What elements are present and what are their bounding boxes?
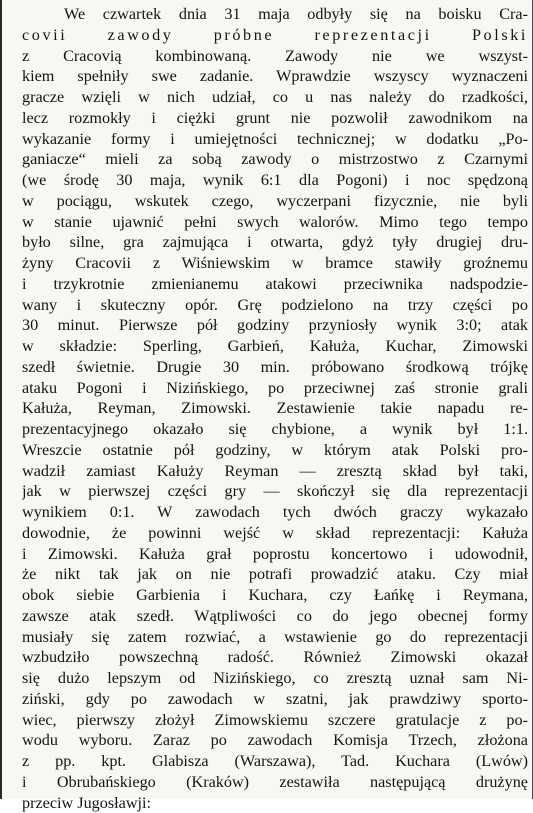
article-line: wadził zamiast Kałuży Reyman — zresztą skład był taki, (22, 461, 528, 482)
article-line: z pp. kpt. Glabisza (Warszawa), Tad. Kuchara (Lwów) (22, 751, 528, 772)
article-line: że nikt tak jak on nie potrafi prowadzić ataku. Czy miał (22, 564, 528, 585)
article-line: zawsze atak szedł. Wątpliwości co do jego obecnej formy (22, 606, 528, 627)
article-line: wodu wyboru. Zaraz po zawodach Komisja Trzech, złożona (22, 730, 528, 751)
article-line: w stanie ujawnić pełni swych walorów. Mimo tego tempo (22, 212, 528, 233)
article-line: w pociągu, wskutek czego, wyczerpani fizycznie, nie byli (22, 191, 528, 212)
article-line: wykazanie formy i umiejętności technicznej; w dodatku „Po- (22, 129, 528, 150)
article-line: ataku Pogoni i Nizińskiego, po przeciwnej zaś stronie grali (22, 378, 528, 399)
article-line: wany i skuteczny opór. Grę podzielono na trzy części po (22, 295, 528, 316)
article-line: lecz rozmokły i ciężki grunt nie pozwolił zawodnikom na (22, 108, 528, 129)
article-line: ganiacze“ mieli za sobą zawody o mistrzostwo z Czarnymi (22, 149, 528, 170)
article-line: wiec, pierwszy złożył Zimowskiemu szczere gratulacje z po- (22, 710, 528, 731)
article-line: wynikiem 0:1. W zawodach tych dwóch graczy wykazało (22, 502, 528, 523)
article-line: 30 minut. Pierwsze pół godziny przyniosły wynik 3:0; atak (22, 315, 528, 336)
article-line: jak w pierwszej części gry — skończył się dla reprezentacji (22, 481, 528, 502)
article-line: covii zawody próbne reprezentacji Polski (22, 25, 528, 46)
article-line: się dużo lepszym od Nizińskiego, co zresztą uznał sam Ni- (22, 668, 528, 689)
article-line: przeciw Jugosławji: (22, 793, 528, 813)
article-column (22, 4, 528, 813)
article-line: prezentacyjnego okazało się chybione, a wynik był 1:1. (22, 419, 528, 440)
article-line: z Cracovią kombinowaną. Zawody nie we wszyst- (22, 46, 528, 67)
article-line: musiały się zatem rozwiać, a wstawienie go do reprezentacji (22, 627, 528, 648)
article-line: dowodnie, że powinni wejść w skład reprezentacji: Kałuża (22, 523, 528, 544)
article-line: w składzie: Sperling, Garbień, Kałuża, Kuchar, Zimowski (22, 336, 528, 357)
article-line: i Zimowski. Kałuża grał poprostu koncertowo i udowodnił, (22, 544, 528, 565)
article-line: żyny Cracovii z Wiśniewskim w bramce stawiły groźnemu (22, 253, 528, 274)
article-line: kiem spełniły swe zadanie. Wprawdzie wszyscy wyznaczeni (22, 66, 528, 87)
article-line: szedł świetnie. Drugie 30 min. próbowano środkową trójkę (22, 357, 528, 378)
article-line: Wreszcie ostatnie pół godziny, w którym atak Polski pro- (22, 440, 528, 461)
article-line: obok siebie Garbienia i Kuchara, czy Łańkę i Reymana, (22, 585, 528, 606)
article-line: i trzykrotnie zmienianemu atakowi przeciwnika nadspodzie- (22, 274, 528, 295)
article-line: gracze wzięli w nich udział, co u nas należy do rzadkości, (22, 87, 528, 108)
article-line: We czwartek dnia 31 maja odbyły się na boisku Cra- (22, 4, 528, 25)
article-line: (we środę 30 maja, wynik 6:1 dla Pogoni) i noc spędzoną (22, 170, 528, 191)
article-line: wzbudziło powszechną radość. Również Zimowski okazał (22, 647, 528, 668)
article-line: Kałuża, Reyman, Zimowski. Zestawienie takie napadu re- (22, 398, 528, 419)
article-line: i Obrubańskiego (Kraków) zestawiła następującą drużynę (22, 772, 528, 793)
article-line: było silne, gra zajmująca i otwarta, gdyż tyły drugiej dru- (22, 232, 528, 253)
article-line: ziński, gdy po zawodach w szatni, jak prawdziwy sporto- (22, 689, 528, 710)
